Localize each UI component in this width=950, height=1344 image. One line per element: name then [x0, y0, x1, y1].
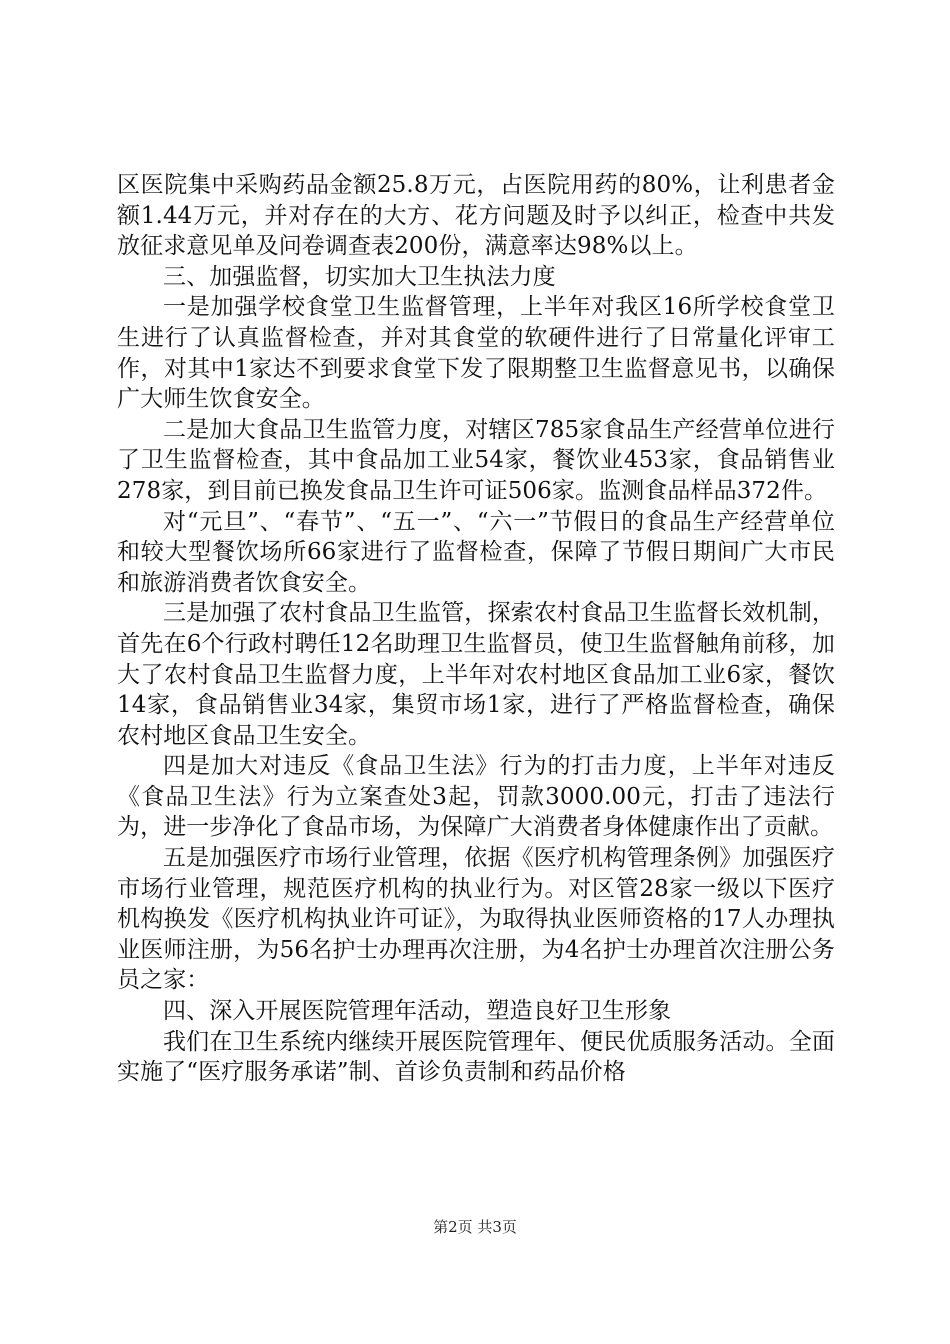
paragraph-medical-market: 五是加强医疗市场行业管理，依据《医疗机构管理条例》加强医疗市场行业管理，规范医疗机构的执业行为。对区管28家一级以下医疗机构换发《医疗机构执业许可证》，为取得执业医师资格的17人办理执业医师注册，为56名护士办理再次注册，为4名护士办理首次注册公务员之家： — [117, 845, 835, 994]
section-heading-supervision: 三、加强监督，切实加大卫生执法力度 — [163, 263, 556, 290]
page-footer: 第2页 共3页 — [433, 1218, 517, 1236]
paragraph-service-activity: 我们在卫生系统内继续开展医院管理年、便民优质服务活动。全面实施了“医疗服务承诺”制、首诊负责制和药品价格 — [117, 1028, 835, 1086]
paragraph-holiday-inspection: 对“元旦”、“春节”、“五一”、“六一”节假日的食品生产经营单位和较大型餐饮场所66家进行了监督检查，保障了节假日期间广大市民和旅游消费者饮食安全。 — [117, 508, 835, 596]
paragraph-law-enforcement: 四是加大对违反《食品卫生法》行为的打击力度，上半年对违反《食品卫生法》行为立案查处3起，罚款3000.00元，打击了违法行为，进一步净化了食品市场，为保障广大消费者身体健康作出了贡献。 — [117, 753, 835, 841]
section-heading-hospital-management: 四、深入开展医院管理年活动，塑造良好卫生形象 — [163, 998, 672, 1025]
document-body — [117, 170, 835, 1088]
paragraph-school-canteen: 一是加强学校食堂卫生监督管理，上半年对我区16所学校食堂卫生进行了认真监督检查，并对其食堂的软硬件进行了日常量化评审工作，对其中1家达不到要求食堂下发了限期整卫生监督意见书，以确保广大师生饮食安全。 — [117, 294, 835, 413]
paragraph-rural-food: 三是加强了农村食品卫生监管，探索农村食品卫生监督长效机制，首先在6个行政村聘任12名助理卫生监督员，使卫生监督触角前移，加大了农村食品卫生监督力度，上半年对农村地区食品加工业6家，餐饮14家，食品销售业34家，集贸市场1家，进行了严格监督检查，确保农村地区食品卫生安全。 — [117, 600, 835, 749]
paragraph-drug-procurement: 区医院集中采购药品金额25.8万元，占医院用药的80%，让利患者金额1.44万元，并对存在的大方、花方问题及时予以纠正，检查中共发放征求意见单及问卷调查表200份，满意率达98%以上。 — [117, 172, 835, 260]
paragraph-food-hygiene: 二是加大食品卫生监管力度，对辖区785家食品生产经营单位进行了卫生监督检查，其中食品加工业54家，餐饮业453家，食品销售业278家，到目前已换发食品卫生许可证506家。监测食品样品372件。 — [117, 416, 835, 504]
